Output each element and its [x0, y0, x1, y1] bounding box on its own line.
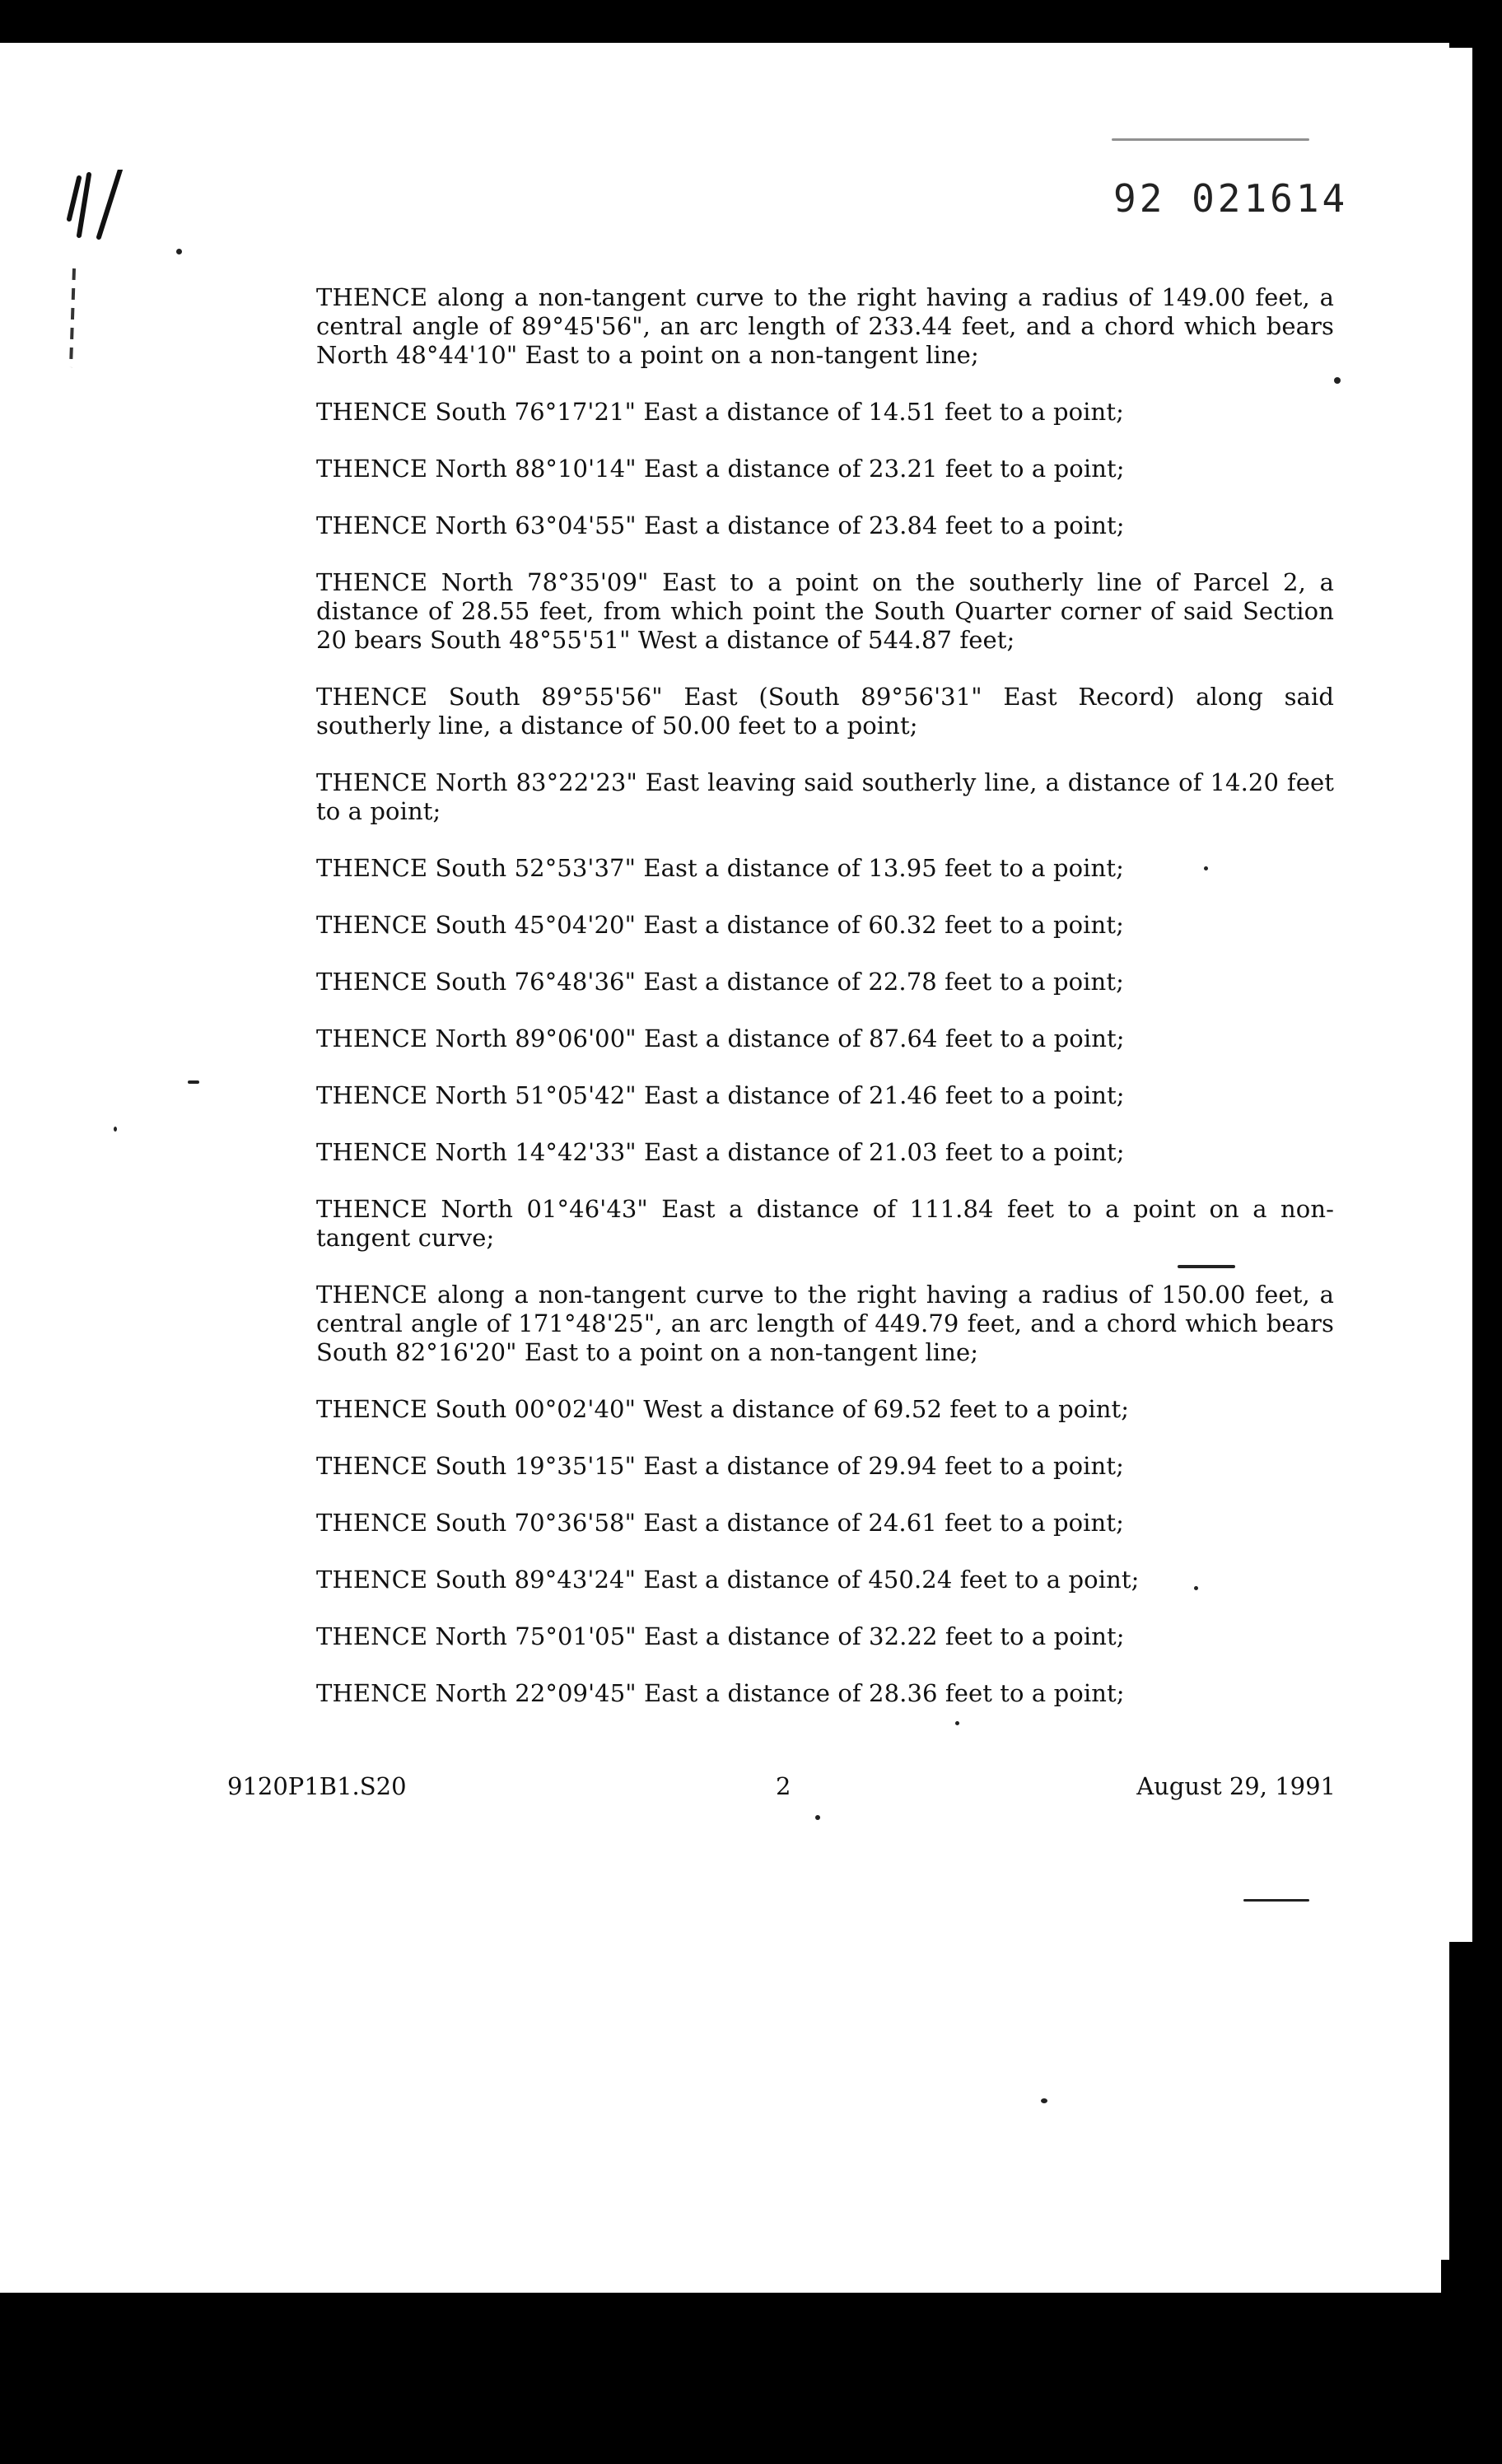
course-paragraph: THENCE North 75°01'05" East a distance of 32.22 feet to a point; [316, 1622, 1125, 1650]
file-code: 9120P1B1.S20 [227, 1772, 407, 1800]
course-paragraph: THENCE North 78°35'09" East to a point on the southerly line of Parcel 2, a distance of 28.55 feet, from which point the South Quarter corner of said Section 20 bears South 48°55'51" West a distance of 544.87 feet; [316, 568, 1334, 654]
course-paragraph: THENCE North 22°09'45" East a distance of 28.36 feet to a point; [316, 1679, 1125, 1707]
course-paragraph: THENCE South 45°04'20" East a distance of 60.32 feet to a point; [316, 911, 1124, 939]
scan-speck [815, 1815, 820, 1820]
scan-speck [1041, 2098, 1047, 2103]
course-paragraph: THENCE North 63°04'55" East a distance of 23.84 feet to a point; [316, 511, 1125, 539]
course-paragraph: THENCE North 51°05'42" East a distance of 21.46 feet to a point; [316, 1081, 1125, 1109]
scan-speck [176, 249, 182, 254]
scan-edge-top [0, 0, 1502, 48]
document-date: August 29, 1991 [1136, 1772, 1336, 1800]
scan-speck [114, 1127, 117, 1132]
course-paragraph: THENCE South 89°55'56" East (South 89°56'31" East Record) along said southerly line, a distance of 50.00 feet to a point; [316, 683, 1334, 740]
course-paragraph: THENCE South 52°53'37" East a distance of 13.95 feet to a point; [316, 854, 1124, 882]
page-number: 2 [776, 1772, 791, 1800]
scan-speck [188, 1080, 199, 1084]
scan-speck [1112, 138, 1309, 141]
scan-edge-right-inner [1449, 48, 1472, 1942]
course-paragraph: THENCE North 01°46'43" East a distance of 111.84 feet to a point on a non-tangent curve; [316, 1195, 1334, 1252]
margin-check-mark [61, 170, 143, 376]
course-paragraph: THENCE North 89°06'00" East a distance of 87.64 feet to a point; [316, 1024, 1125, 1052]
course-paragraph: THENCE South 76°48'36" East a distance of 22.78 feet to a point; [316, 968, 1124, 996]
page-footer [227, 1772, 1336, 1805]
legal-description [316, 283, 1334, 1736]
scan-speck [1243, 1899, 1309, 1902]
course-paragraph: THENCE along a non-tangent curve to the right having a radius of 149.00 feet, a central angle of 89°45'56", an arc length of 233.44 feet, and a chord which bears North 48°44'10" East to a point on a non-tangent line; [316, 283, 1334, 369]
course-paragraph: THENCE North 14°42'33" East a distance of 21.03 feet to a point; [316, 1138, 1125, 1166]
course-paragraph: THENCE North 83°22'23" East leaving said southerly line, a distance of 14.20 feet to a point; [316, 768, 1334, 825]
course-paragraph: THENCE South 89°43'24" East a distance of 450.24 feet to a point; [316, 1566, 1140, 1594]
scan-edge-bottom-inner [0, 2260, 1441, 2293]
scan-speck [1334, 377, 1341, 384]
recording-number-stamp: 92 021614 [1113, 176, 1349, 221]
course-paragraph: THENCE along a non-tangent curve to the right having a radius of 150.00 feet, a central angle of 171°48'25", an arc length of 449.79 feet, and a chord which bears South 82°16'20" East to a point on a non-tangent line; [316, 1281, 1334, 1366]
course-paragraph: THENCE South 70°36'58" East a distance of 24.61 feet to a point; [316, 1509, 1124, 1537]
course-paragraph: THENCE South 76°17'21" East a distance of 14.51 feet to a point; [316, 398, 1124, 426]
course-paragraph: THENCE North 88°10'14" East a distance of 23.21 feet to a point; [316, 455, 1125, 483]
course-paragraph: THENCE South 00°02'40" West a distance of 69.52 feet to a point; [316, 1395, 1130, 1423]
course-paragraph: THENCE South 19°35'15" East a distance of 29.94 feet to a point; [316, 1452, 1124, 1480]
